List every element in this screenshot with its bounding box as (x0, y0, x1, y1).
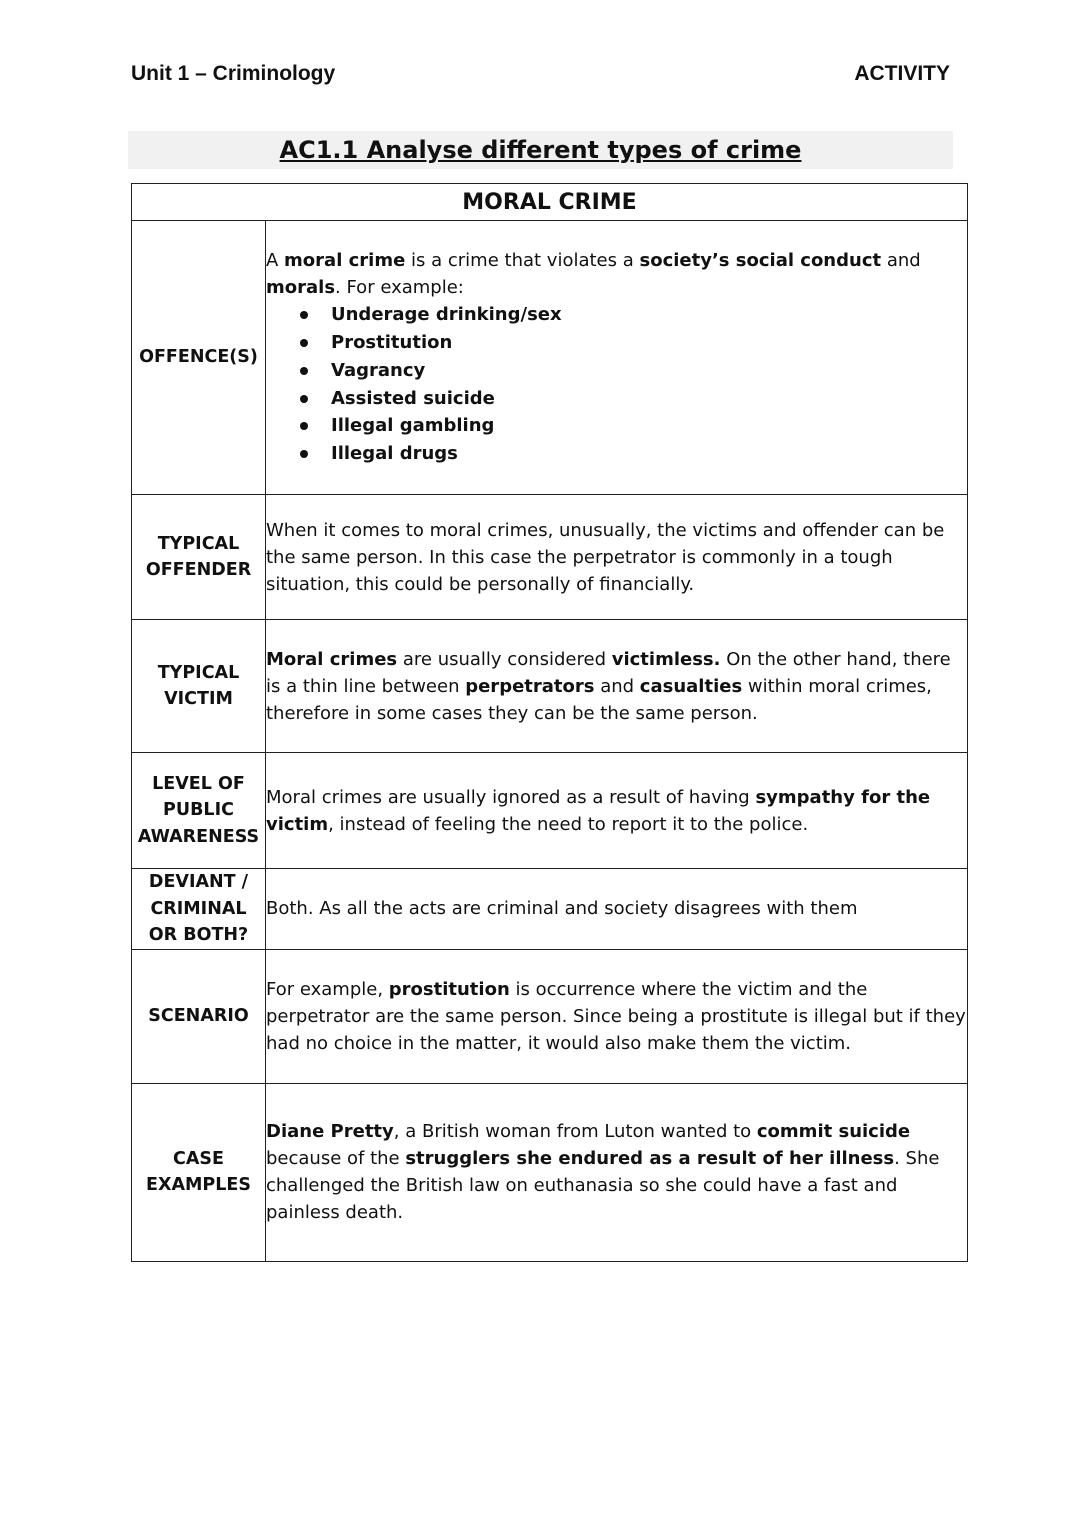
row-label-typical-victim (132, 620, 266, 753)
label-text: TYPICAL (157, 533, 240, 554)
row-label-case-examples (132, 1083, 266, 1261)
bold-text: moral crime (284, 250, 406, 272)
row-content-scenario (266, 949, 968, 1083)
text-run: is a crime that violates a (405, 250, 640, 272)
page-title: AC1.1 Analyse different types of crime (279, 136, 802, 164)
text-run: A (266, 250, 285, 272)
bold-text: casualties (639, 675, 743, 697)
activity-tag: ACTIVITY (854, 62, 950, 85)
text-run: and (881, 250, 921, 272)
text-run: , instead of feeling the need to report it to the police. (328, 813, 809, 835)
row-label-typical-offender (132, 495, 266, 620)
table-row-offences (132, 221, 968, 495)
text-run: . For example: (335, 277, 464, 299)
table-row-typical-victim (132, 620, 968, 753)
list-item: Illegal gambling (331, 412, 967, 440)
bold-text: Moral crimes (266, 648, 398, 670)
table-row-scenario (132, 949, 968, 1083)
text-run: are usually considered (397, 648, 612, 670)
text-run: Moral crimes are usually ignored as a result of having (266, 786, 756, 808)
case-examples-text (266, 1118, 967, 1226)
bold-text: prostitution (388, 978, 510, 1000)
scenario-text (266, 976, 967, 1057)
bold-text: sympathy for the victim (266, 786, 931, 835)
table-row-case-examples (132, 1083, 968, 1261)
table-row-typical-offender (132, 495, 968, 620)
bold-text: society’s social conduct (639, 250, 882, 272)
list-item: Assisted suicide (331, 385, 967, 413)
text-run: and (594, 675, 640, 697)
text-run: within moral crimes, therefore in some cases they can be the same person. (266, 675, 932, 724)
bold-text: strugglers she endured as a result of her illness (405, 1148, 895, 1169)
text-run: On the other hand, there is a thin line between (266, 648, 951, 697)
table-heading: MORAL CRIME (132, 184, 968, 221)
bold-text: commit suicide (756, 1121, 911, 1142)
text-run: . She challenged the British law on euthanasia so she could have a fast and painless death. (266, 1148, 940, 1223)
list-item: Illegal drugs (331, 440, 967, 468)
bold-text: victimless. (611, 648, 721, 670)
list-item: Vagrancy (331, 357, 967, 385)
label-text: EXAMPLES (146, 1175, 251, 1195)
moral-crime-table (131, 183, 968, 1262)
row-label-public-awareness (132, 753, 266, 869)
list-item: Prostitution (331, 329, 967, 357)
text-run: is occurrence where the victim and the perpetrator are the same person. Since being a prostitute is illegal but if they had no choice in the matter, it would also make them the victim. (266, 978, 966, 1054)
offences-intro (266, 247, 967, 301)
label-text: AWARENESS (137, 826, 260, 847)
label-text: OFFENDER (145, 560, 252, 580)
unit-title: Unit 1 – Criminology (131, 62, 336, 85)
deviant-criminal-text (266, 895, 967, 922)
row-label-offences (132, 221, 266, 495)
text-run: For example, (266, 978, 389, 1000)
label-text: PUBLIC (163, 800, 234, 821)
label-text: OFFENCE(S) (139, 347, 258, 368)
text-run: When it comes to moral crimes, unusually, the victims and offender can be the same person. In this case the perpetrator is commonly in a tough situation, this could be personally of financially. (266, 519, 945, 595)
label-text: OR BOTH? (148, 925, 249, 945)
bold-text: Diane Pretty (266, 1121, 394, 1142)
label-text: CRIMINAL (150, 898, 247, 919)
row-content-offences (266, 221, 968, 495)
public-awareness-text (266, 784, 967, 838)
label-text: SCENARIO (148, 1005, 249, 1026)
text-run: Both. As all the acts are criminal and society disagrees with them (266, 898, 858, 920)
row-content-public-awareness (266, 753, 968, 869)
table-row-deviant-criminal (132, 869, 968, 950)
offence-examples-list (266, 301, 967, 468)
list-item: Underage drinking/sex (331, 301, 967, 329)
row-label-deviant-criminal (132, 869, 266, 950)
row-content-typical-victim (266, 620, 968, 753)
label-text: CASE (173, 1148, 224, 1169)
typical-victim-text (266, 646, 967, 727)
row-content-case-examples (266, 1083, 968, 1261)
label-text: LEVEL OF (152, 773, 245, 794)
typical-offender-text (266, 517, 967, 598)
row-content-deviant-criminal (266, 869, 968, 950)
title-band (128, 131, 953, 169)
bold-text: morals (266, 277, 336, 299)
page-header (131, 62, 950, 92)
row-label-scenario (132, 949, 266, 1083)
text-run: , a British woman from Luton wanted to (393, 1121, 757, 1142)
label-text: VICTIM (164, 689, 233, 709)
table-row-public-awareness (132, 753, 968, 869)
label-text: TYPICAL (157, 662, 240, 683)
label-text: DEVIANT / (148, 872, 249, 892)
row-content-typical-offender (266, 495, 968, 620)
bold-text: perpetrators (465, 675, 595, 697)
text-run: because of the (266, 1148, 406, 1169)
